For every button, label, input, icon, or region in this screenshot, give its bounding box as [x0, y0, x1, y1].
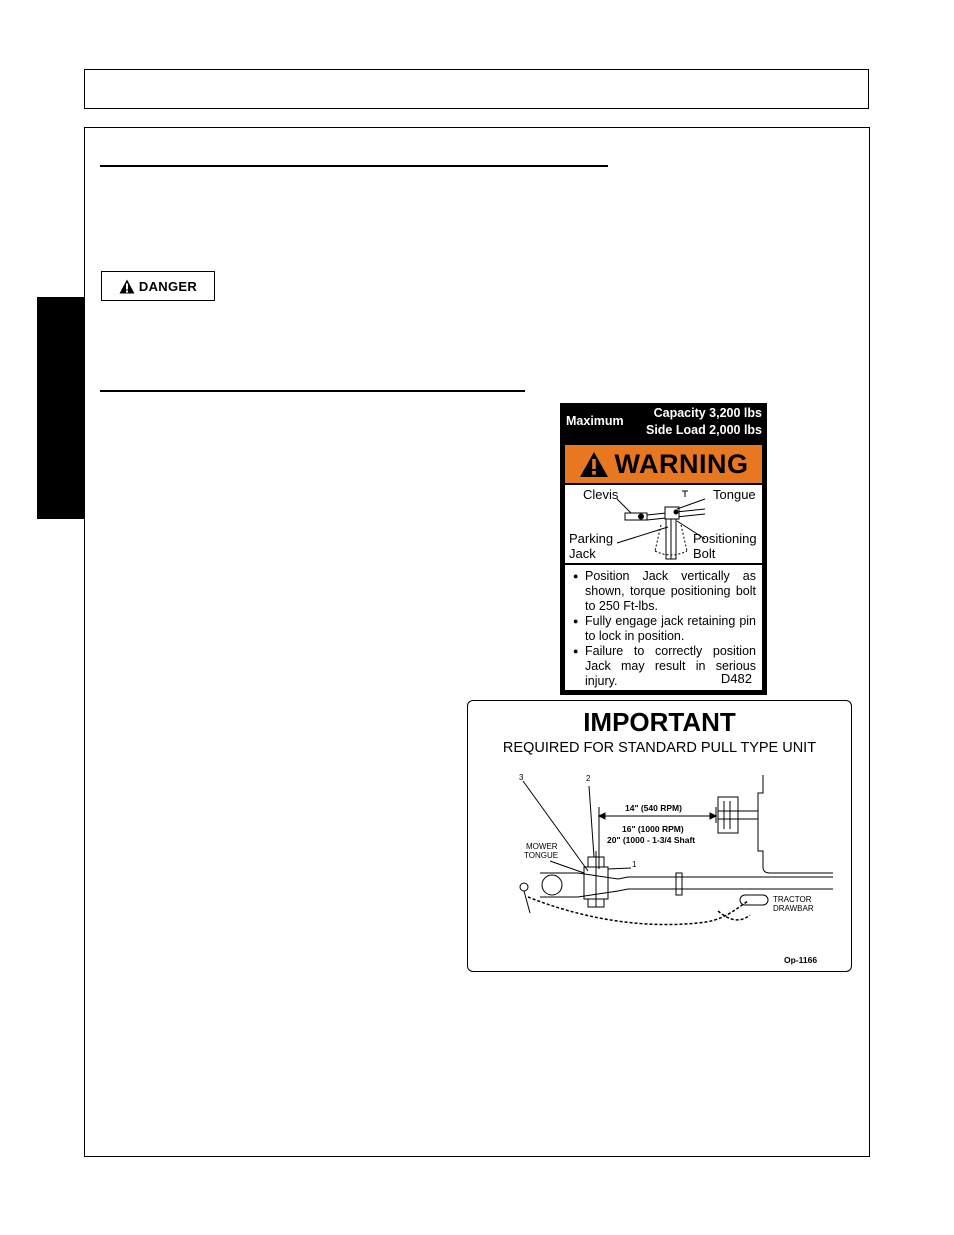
warning-triangle-icon — [119, 279, 135, 294]
decal-warning-banner — [565, 445, 762, 483]
subsection-heading-rule — [100, 390, 525, 392]
diagram-code: Op-1166 — [784, 955, 818, 965]
decal-warning-word: WARNING — [614, 448, 749, 479]
decal-instructions — [565, 565, 762, 690]
danger-label: DANGER — [138, 278, 198, 294]
decal-side-load: Side Load 2,000 lbs — [645, 423, 762, 437]
section-heading-rule — [100, 165, 608, 167]
callout-3: 3 — [519, 773, 524, 782]
decal-label-bolt: Bolt — [693, 546, 716, 561]
decal-bullet: ● Position Jack vertically as shown, torque positioning bolt to 250 Ft-lbs. — [573, 569, 756, 614]
dimension-540-rpm: 14" (540 RPM) — [625, 803, 682, 813]
drawbar-hitch-diagram — [468, 701, 853, 973]
decal-capacity-header — [560, 403, 767, 440]
decal-label-positioning: Positioning — [693, 531, 757, 546]
decal-capacity: Capacity 3,200 lbs — [653, 406, 762, 420]
decal-maximum: Maximum — [566, 414, 624, 428]
decal-jack-illustration — [565, 485, 762, 563]
warning-triangle-icon — [579, 451, 609, 478]
important-drawbar-panel — [467, 700, 852, 972]
decal-bullet: ● Failure to correctly position Jack may result in serious injury. — [573, 644, 756, 689]
decal-label-clevis: Clevis — [583, 487, 619, 502]
decal-label-parking: Parking — [569, 531, 614, 546]
section-side-tab — [37, 297, 84, 519]
label-tongue: TONGUE — [524, 851, 559, 860]
callout-2: 2 — [586, 774, 591, 783]
decal-label-tongue: Tongue — [713, 487, 756, 502]
label-mower: MOWER — [526, 842, 558, 851]
label-drawbar: DRAWBAR — [773, 904, 814, 913]
dimension-1000-shaft: 20" (1000 - 1-3/4 Shaft — [607, 835, 696, 845]
decal-label-jack: Jack — [569, 546, 596, 561]
decal-part-number: D482 — [720, 671, 752, 686]
dimension-1000-rpm: 16" (1000 RPM) — [622, 824, 684, 834]
jack-warning-decal — [560, 403, 767, 695]
important-subtitle: REQUIRED FOR STANDARD PULL TYPE UNIT — [502, 740, 817, 756]
callout-1: 1 — [632, 860, 637, 869]
page-header-frame — [84, 69, 869, 109]
label-tractor: TRACTOR — [773, 895, 812, 904]
danger-signal-word — [101, 271, 215, 301]
important-title: IMPORTANT — [583, 707, 736, 737]
decal-bullet: ● Fully engage jack retaining pin to lock in position. — [573, 614, 756, 644]
